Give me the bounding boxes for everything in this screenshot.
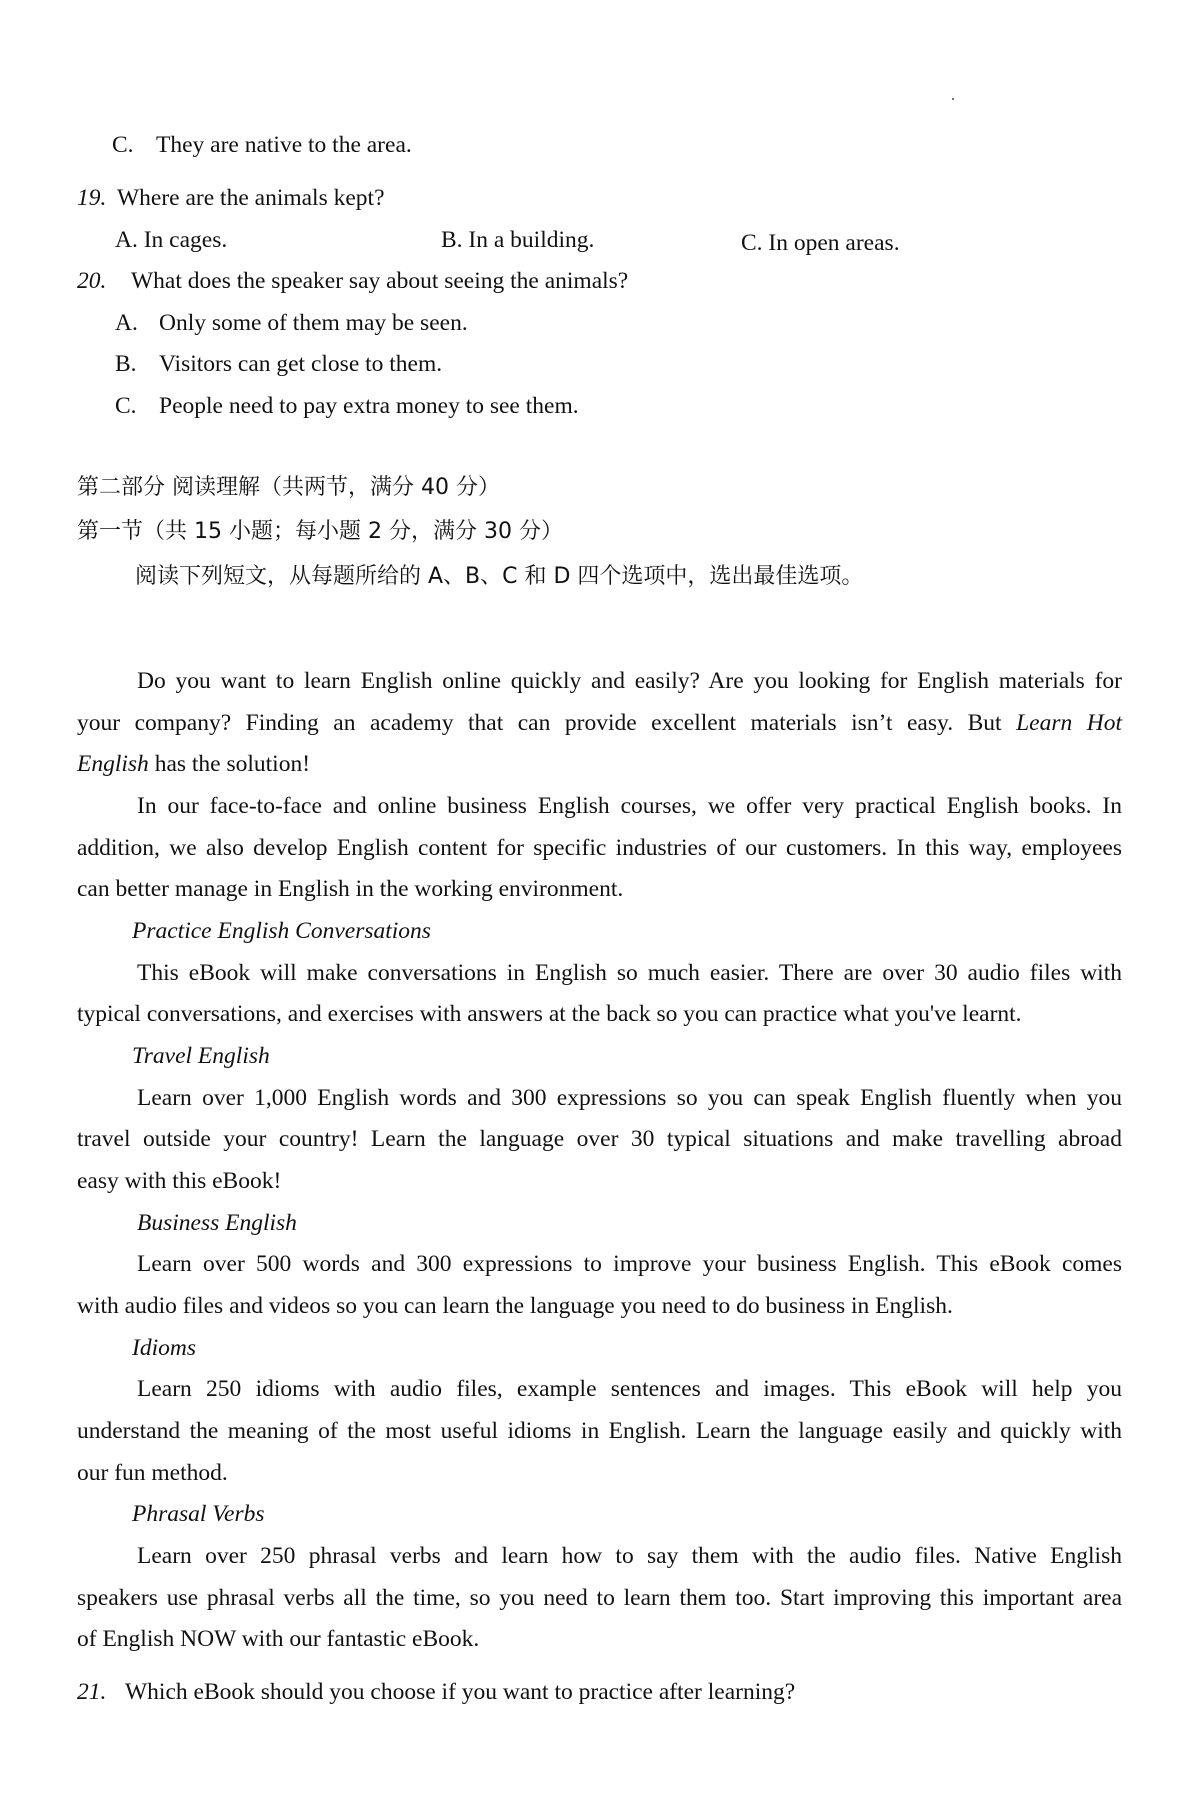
part-two-title: 第二部分 阅读理解（共两节，满分 40 分）	[77, 475, 500, 500]
ebook-phrasal-line1: Learn over 250 phrasal verbs and learn how to say them with the audio files. Native English	[137, 1543, 1122, 1569]
ebook-title-travel: Travel English	[132, 1043, 270, 1069]
q19-stem: 19. Where are the animals kept?	[77, 185, 385, 211]
q19-option-b: B. In a building.	[441, 227, 595, 253]
ebook-business-line2: with audio files and videos so you can learn the language you need to do business in English.	[77, 1293, 953, 1319]
q20-option-a: A. Only some of them may be seen.	[115, 310, 468, 336]
ebook-travel-line3: easy with this eBook!	[77, 1168, 282, 1194]
ebook-idioms-line3: our fun method.	[77, 1460, 228, 1486]
ebook-travel-line1: Learn over 1,000 English words and 300 expressions so you can speak English fluently when you	[137, 1085, 1122, 1111]
ebook-conversations-line2: typical conversations, and exercises with answers at the back so you can practice what you've learnt.	[77, 1001, 1022, 1027]
scan-speck	[952, 98, 954, 100]
passage-p2-line1: In our face-to-face and online business English courses, we offer very practical English books. In	[137, 793, 1122, 819]
passage-p1-line2: your company? Finding an academy that can provide excellent materials isn’t easy. But Learn Hot	[77, 710, 1122, 736]
passage-p2-line3: can better manage in English in the working environment.	[77, 876, 624, 902]
passage-p2-line2: addition, we also develop English content for specific industries of our customers. In this way, employees	[77, 835, 1122, 861]
ebook-title-phrasal-verbs: Phrasal Verbs	[132, 1501, 265, 1527]
ebook-idioms-line1: Learn 250 idioms with audio files, example sentences and images. This eBook will help you	[137, 1376, 1122, 1402]
q20-option-c: C. People need to pay extra money to see them.	[115, 393, 579, 419]
q19-option-a: A. In cages.	[115, 227, 228, 253]
ebook-title-idioms: Idioms	[132, 1335, 196, 1361]
subsection-one-title: 第一节（共 15 小题；每小题 2 分，满分 30 分）	[77, 519, 563, 544]
reading-instruction: 阅读下列短文，从每题所给的 A、B、C 和 D 四个选项中，选出最佳选项。	[135, 564, 864, 589]
ebook-phrasal-line3: of English NOW with our fantastic eBook.	[77, 1626, 480, 1652]
q20-option-b: B. Visitors can get close to them.	[115, 351, 443, 377]
q21-stem: 21. Which eBook should you choose if you want to practice after learning?	[77, 1679, 796, 1705]
q19-option-c: C. In open areas.	[741, 230, 900, 256]
ebook-phrasal-line2: speakers use phrasal verbs all the time, so you need to learn them too. Start improving this important area	[77, 1585, 1122, 1611]
ebook-conversations-line1: This eBook will make conversations in English so much easier. There are over 30 audio files with	[137, 960, 1122, 986]
passage-p1-line3: English has the solution!	[77, 751, 311, 777]
ebook-title-business: Business English	[137, 1210, 297, 1236]
q20-stem: 20. What does the speaker say about seeing the animals?	[77, 268, 629, 294]
ebook-title-conversations: Practice English Conversations	[132, 918, 431, 944]
q18-option-c: C. They are native to the area.	[112, 132, 412, 158]
passage-p1-line1: Do you want to learn English online quickly and easily? Are you looking for English materials for	[137, 668, 1122, 694]
ebook-travel-line2: travel outside your country! Learn the language over 30 typical situations and make travelling abroad	[77, 1126, 1122, 1152]
ebook-business-line1: Learn over 500 words and 300 expressions to improve your business English. This eBook comes	[137, 1251, 1122, 1277]
ebook-idioms-line2: understand the meaning of the most useful idioms in English. Learn the language easily and quickly with	[77, 1418, 1122, 1444]
